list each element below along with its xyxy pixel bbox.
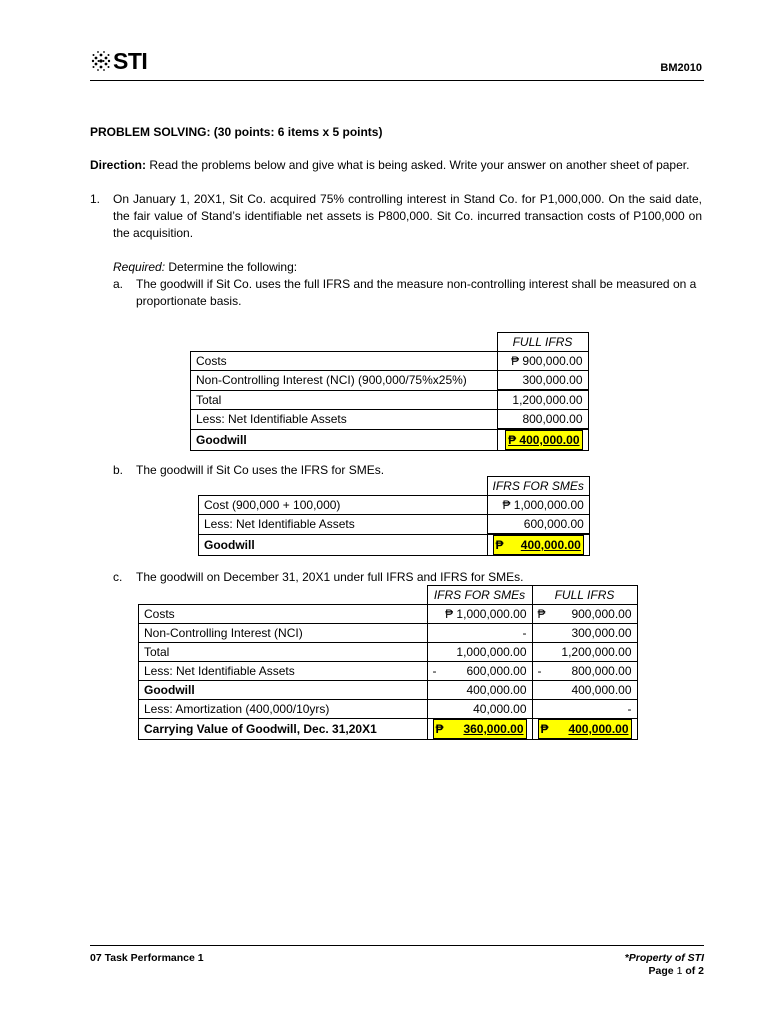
subitem-text: The goodwill if Sit Co. uses the full IFRS and the measure non-controlling interest shall be measured on a proportionate basis. [136,277,697,308]
globe-logo-icon [90,50,112,72]
subitem-a [113,276,702,310]
direction-paragraph [90,157,702,174]
logo-text: STI [113,48,148,74]
property-note: *Property of STI [624,952,704,964]
table-header-row [191,333,589,352]
table-row [139,643,638,662]
page-indicator [625,965,704,978]
table-row [139,624,638,643]
table-ifrs-smes [198,476,590,556]
subitem-c-block [90,569,702,586]
direction-label: Direction: [90,158,147,172]
row-label: Goodwill [191,429,498,451]
page-header [90,48,704,81]
subitem-letter: b. [113,463,124,477]
row-label: Carrying Value of Goodwill, Dec. 31,20X1 [139,719,428,740]
full-value: 1,200,000.00 [532,643,637,662]
table-row [191,429,589,451]
full-value-highlight [532,719,637,740]
table-row [199,496,590,515]
subitem-letter: c. [113,570,123,584]
page-number: 1 [676,965,683,977]
row-label: Costs [139,605,428,624]
row-label: Non-Controlling Interest (NCI) [139,624,428,643]
required-text: Determine the following: [165,260,298,274]
sme-value-cell [427,662,532,681]
highlighted-answer: ₱ 400,000.00 [505,430,582,450]
row-label: Goodwill [199,534,488,556]
row-value: 300,000.00 [497,371,588,391]
column-header: IFRS FOR SMEs [487,477,589,496]
table-row [139,605,638,624]
column-header: FULL IFRS [532,586,637,605]
table-row [191,352,589,371]
empty-cell [191,333,498,352]
full-value: 300,000.00 [532,624,637,643]
table-header-row [199,477,590,496]
subitem-text: The goodwill if Sit Co uses the IFRS for SMEs. [136,463,385,477]
page-total: of 2 [682,965,704,977]
document-code: BM2010 [660,62,702,74]
sme-value-highlight [427,719,532,740]
table-row [191,371,589,391]
sti-logo [90,50,147,72]
subitem-letter: a. [113,277,124,291]
row-label: Goodwill [139,681,428,700]
footer-right [625,952,704,978]
currency-symbol: ₱ [540,722,549,736]
row-value-highlight [497,429,588,451]
currency-symbol: ₱ [537,607,546,621]
table-comparison [138,585,638,740]
row-label: Total [139,643,428,662]
full-value-cell [532,662,637,681]
sme-value: 40,000.00 [427,700,532,719]
table-row [199,515,590,535]
answer-value: 400,000.00 [520,538,581,552]
full-value-cell [532,605,637,624]
row-value: ₱ 1,000,000.00 [487,496,589,515]
highlighted-answer [538,719,632,739]
empty-cell [139,586,428,605]
table-header-row [139,586,638,605]
full-value: 800,000.00 [571,664,632,678]
empty-cell [199,477,488,496]
direction-text: Read the problems below and give what is being asked. Write your answer on another sheet of paper. [146,158,690,172]
row-label: Costs [191,352,498,371]
row-label: Total [191,390,498,410]
table-row [191,390,589,410]
currency-symbol: ₱ [435,722,444,736]
row-label: Less: Amortization (400,000/10yrs) [139,700,428,719]
table-full-ifrs [190,332,589,451]
sme-value: 1,000,000.00 [427,643,532,662]
document-body [90,124,702,310]
table-row [139,662,638,681]
problem-number: 1. [90,192,101,206]
table-row [139,681,638,700]
currency-symbol: ₱ [495,538,504,552]
problem-1 [90,191,702,242]
page-footer [90,945,704,977]
sme-value: - [427,624,532,643]
row-label: Less: Net Identifiable Assets [199,515,488,535]
column-header: IFRS FOR SMEs [427,586,532,605]
page-label: Page [648,965,677,977]
full-value: 400,000.00 [532,681,637,700]
row-value: 600,000.00 [487,515,589,535]
answer-value: 360,000.00 [463,722,524,736]
required-label: Required: [113,260,166,274]
minus-sign: - [432,664,437,678]
answer-value: 400,000.00 [568,722,629,736]
section-title: PROBLEM SOLVING: (30 points: 6 items x 5 points) [90,125,383,139]
table-row [139,700,638,719]
row-value-highlight [487,534,589,556]
table-row [139,719,638,740]
full-value: 900,000.00 [571,607,632,621]
row-value: ₱ 900,000.00 [497,352,588,371]
highlighted-answer [493,535,584,555]
row-label: Less: Net Identifiable Assets [139,662,428,681]
column-header: FULL IFRS [497,333,588,352]
subitem-text: The goodwill on December 31, 20X1 under full IFRS and IFRS for SMEs. [136,570,524,584]
sme-value: ₱ 1,000,000.00 [427,605,532,624]
table-row [191,410,589,430]
problem-text: On January 1, 20X1, Sit Co. acquired 75% controlling interest in Stand Co. for P1,000,000. On the said date, the fair value of Stand’s identifiable net assets is P800,000. Sit Co. incurred transaction costs of P100,000 on the acquisition. [113,192,702,240]
row-value: 800,000.00 [497,410,588,430]
sme-value: 600,000.00 [466,664,527,678]
row-label: Less: Net Identifiable Assets [191,410,498,430]
row-value: 1,200,000.00 [497,390,588,410]
full-value: - [532,700,637,719]
minus-sign: - [537,664,542,678]
subitem-c [113,569,702,586]
sme-value: 400,000.00 [427,681,532,700]
highlighted-answer [433,719,527,739]
table-row [199,534,590,556]
required-line [113,259,702,276]
row-label: Cost (900,000 + 100,000) [199,496,488,515]
row-label: Non-Controlling Interest (NCI) (900,000/75%x25%) [191,371,498,391]
footer-title: 07 Task Performance 1 [90,952,204,964]
